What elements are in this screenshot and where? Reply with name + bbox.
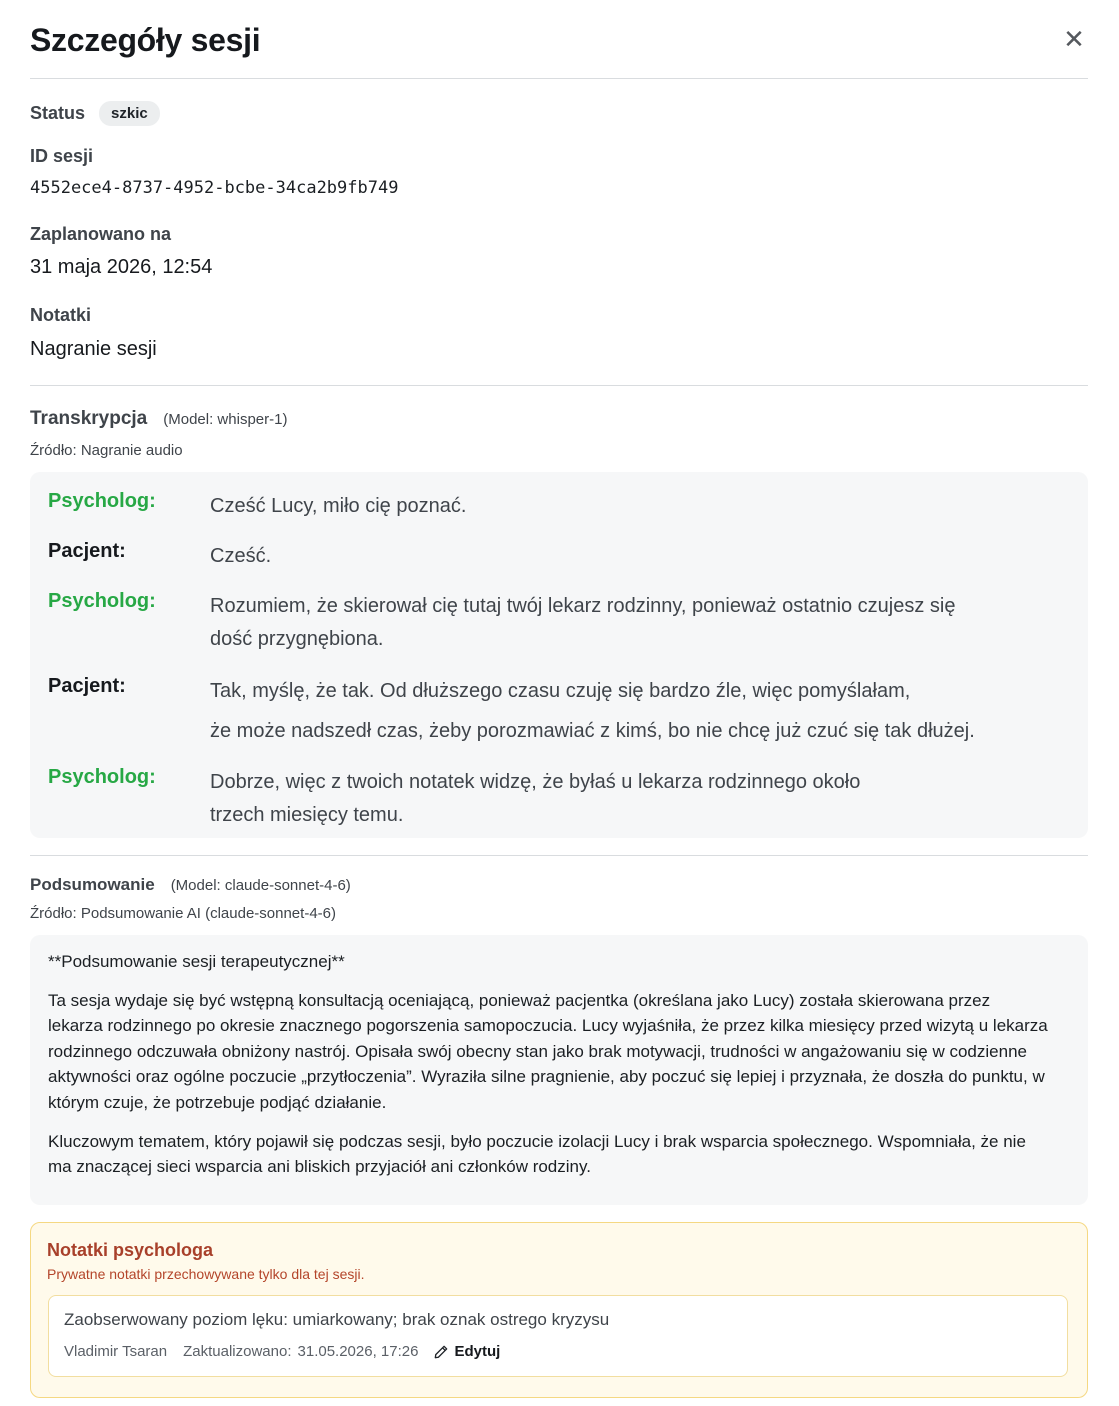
summary-panel bbox=[30, 935, 1088, 1205]
session-id-label: ID sesji bbox=[30, 146, 94, 166]
transcription-header bbox=[30, 408, 287, 430]
transcript-panel bbox=[30, 472, 1088, 838]
dialog-title: Szczegóły sesji bbox=[30, 22, 261, 58]
transcription-title: Transkrypcja bbox=[30, 408, 148, 429]
utterance-text: Rozumiem, że skierował cię tutaj twój lekarz rodzinny, ponieważ ostatnio czujesz się dość przygnębiona. bbox=[210, 595, 956, 650]
psychologist-notes-subtitle: Prywatne notatki przechowywane tylko dla tej sesji. bbox=[47, 1266, 365, 1282]
summary-model: (Model: claude-sonnet-4-6) bbox=[170, 877, 351, 894]
scheduled-label: Zaplanowano na bbox=[30, 224, 172, 244]
divider bbox=[30, 385, 1088, 386]
note-updated-label: Zaktualizowano: bbox=[183, 1343, 292, 1360]
edit-note-button[interactable] bbox=[434, 1343, 516, 1360]
dialog-header bbox=[30, 0, 1088, 79]
session-id-value: 4552ece4-8737-4952-bcbe-34ca2b9fb749 bbox=[30, 178, 399, 198]
speaker-label: Psycholog: bbox=[48, 590, 156, 612]
transcription-model: (Model: whisper-1) bbox=[163, 411, 288, 428]
speaker-label: Pacjent: bbox=[48, 540, 126, 562]
speaker-label: Pacjent: bbox=[48, 675, 126, 697]
divider bbox=[30, 855, 1088, 856]
summary-paragraph: Kluczowym tematem, który pojawił się podczas sesji, było poczucie izolacji Lucy i brak wsparcia społecznego. Wspomniała, że nie ma znaczącej sieci wsparcia ani bliskich przyjaciół ani członków rodziny. bbox=[48, 1131, 1026, 1177]
utterance-text: Dobrze, więc z twoich notatek widzę, że byłaś u lekarza rodzinnego około trzech miesięcy temu. bbox=[210, 771, 861, 826]
note-text: Zaobserwowany poziom lęku: umiarkowany; brak oznak ostrego kryzysu bbox=[64, 1310, 610, 1329]
pencil-icon bbox=[434, 1345, 448, 1359]
status-badge: szkic bbox=[99, 101, 160, 126]
scheduled-value: 31 maja 2026, 12:54 bbox=[30, 256, 213, 278]
note-updated-value: 31.05.2026, 17:26 bbox=[297, 1343, 419, 1360]
summary-paragraph: Ta sesja wydaje się być wstępną konsultacją oceniającą, ponieważ pacjentka (określana jako Lucy) została skierowana przez lekarza rodzinnego po okresie znacznego pogorszenia samopoczucia. Lucy wyjaśniła, że przez kilka miesięcy przed wizytą u lekarza rodzinnego odczuwała obniżony nastrój. Opisała swój obecny stan jako brak motywacji, trudności w angażowaniu się w codzienne aktywności oraz ogólne poczucie „przytłoczenia”. Wyraziła silne pragnienie, aby poczuć się lepiej i przyznała, że doszła do punktu, w którym czuje, że potrzebuje podjąć działanie. bbox=[48, 990, 1048, 1112]
notes-value: Nagranie sesji bbox=[30, 338, 157, 360]
summary-source: Źródło: Podsumowanie AI (claude-sonnet-4-6) bbox=[30, 905, 336, 922]
psychologist-notes-title: Notatki psychologa bbox=[47, 1240, 214, 1260]
note-author: Vladimir Tsaran bbox=[64, 1343, 168, 1360]
psychologist-notes-panel bbox=[30, 1222, 1088, 1398]
utterance-text: Tak, myślę, że tak. Od dłuższego czasu czuję się bardzo źle, więc pomyślałam, że może nadszedł czas, żeby porozmawiać z kimś, bo nie chcę już czuć się tak dłużej. bbox=[210, 680, 975, 742]
speaker-label: Psycholog: bbox=[48, 766, 156, 788]
status-label: Status bbox=[30, 102, 86, 123]
utterance-text: Cześć Lucy, miło cię poznać. bbox=[210, 495, 467, 517]
close-icon[interactable]: ✕ bbox=[1063, 24, 1085, 54]
note-meta bbox=[64, 1343, 516, 1360]
notes-label: Notatki bbox=[30, 305, 92, 325]
summary-heading: **Podsumowanie sesji terapeutycznej** bbox=[48, 952, 345, 971]
status-row bbox=[30, 99, 160, 127]
summary-content bbox=[48, 949, 1048, 1193]
speaker-label: Psycholog: bbox=[48, 490, 156, 512]
utterance-text: Cześć. bbox=[210, 545, 272, 567]
summary-header bbox=[30, 875, 351, 895]
transcription-source: Źródło: Nagranie audio bbox=[30, 442, 183, 459]
edit-label: Edytuj bbox=[454, 1343, 501, 1360]
summary-title: Podsumowanie bbox=[30, 875, 155, 894]
note-card bbox=[48, 1295, 1068, 1377]
